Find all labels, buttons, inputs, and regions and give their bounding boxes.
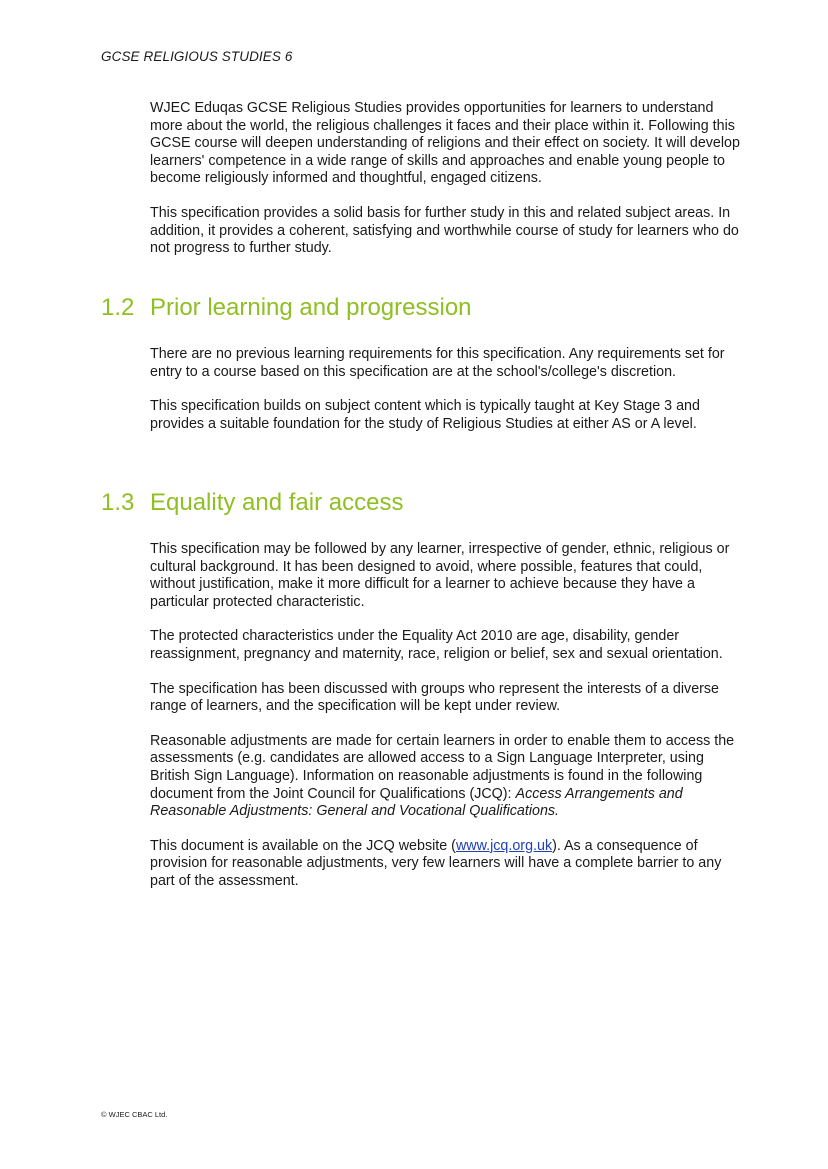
body-paragraph: The protected characteristics under the Equality Act 2010 are age, disability, gender reassignment, pregnancy and maternity, race, religion or belief, sex and sexual orientation. xyxy=(150,628,723,662)
running-header: GCSE RELIGIOUS STUDIES 6 xyxy=(101,49,293,64)
body-paragraph: There are no previous learning requirements for this specification. Any requirements set for entry to a course based on this specification are at the school's/college's discretion. xyxy=(150,346,725,380)
prior-learning-section xyxy=(150,346,740,433)
body-paragraph: The specification has been discussed with groups who represent the interests of a diverse range of learners, and the specification will be kept under review. xyxy=(150,680,720,715)
website-prefix: This document is available on the JCQ website ( xyxy=(150,837,456,854)
body-paragraph: This specification may be followed by any learner, irrespective of gender, ethnic, religious or cultural background. It has been designed to avoid, where possible, features that could, without justification, make it more difficult for a learner to achieve because they have a particular protected characteristic. xyxy=(150,541,730,610)
website-suffix: ). As a consequence of provision for reasonable adjustments, very few learners will have a complete barrier to any part of the assessment. xyxy=(150,837,722,889)
section-title: Equality and fair access xyxy=(150,489,404,516)
section-number: 1.2 xyxy=(101,294,135,321)
jcq-document-title: Access Arrangements and Reasonable Adjustments: General and Vocational Qualifications. xyxy=(150,785,683,820)
section-title: Prior learning and progression xyxy=(150,294,472,321)
jcq-website-link[interactable]: www.jcq.org.uk xyxy=(455,837,553,854)
equality-section xyxy=(150,541,740,891)
section-number: 1.3 xyxy=(101,489,135,516)
intro-paragraph: This specification provides a solid basis for further study in this and related subject areas. In addition, it provides a coherent, satisfying and worthwhile course of study for learners who do not progress to further study. xyxy=(150,204,739,257)
section-heading-equality xyxy=(101,489,403,517)
body-paragraph: This specification builds on subject content which is typically taught at Key Stage 3 and provides a suitable foundation for the study of Religious Studies at either AS or A level. xyxy=(150,398,700,432)
website-paragraph xyxy=(150,838,740,891)
adjustments-paragraph xyxy=(150,733,740,821)
footer-copyright: © WJEC CBAC Ltd. xyxy=(101,1110,168,1119)
intro-paragraph: WJEC Eduqas GCSE Religious Studies provides opportunities for learners to understand more about the world, the religious challenges it faces and their place within it. Following this GCSE course will deepen understanding of religions and their effect on society. It will develop learners' competence in a wide range of skills and approaches and enable young people to become religiously informed and thoughtful, engaged citizens. xyxy=(150,100,740,187)
intro-section xyxy=(150,100,740,258)
adjustments-text: Reasonable adjustments are made for certain learners in order to enable them to access the assessments (e.g. candidates are allowed access to a Sign Language Interpreter, using British Sign Language). Information on reasonable adjustments is found in the following document from the Joint Council for Qualifications (JCQ): xyxy=(150,732,735,802)
section-heading-prior-learning xyxy=(101,294,472,322)
